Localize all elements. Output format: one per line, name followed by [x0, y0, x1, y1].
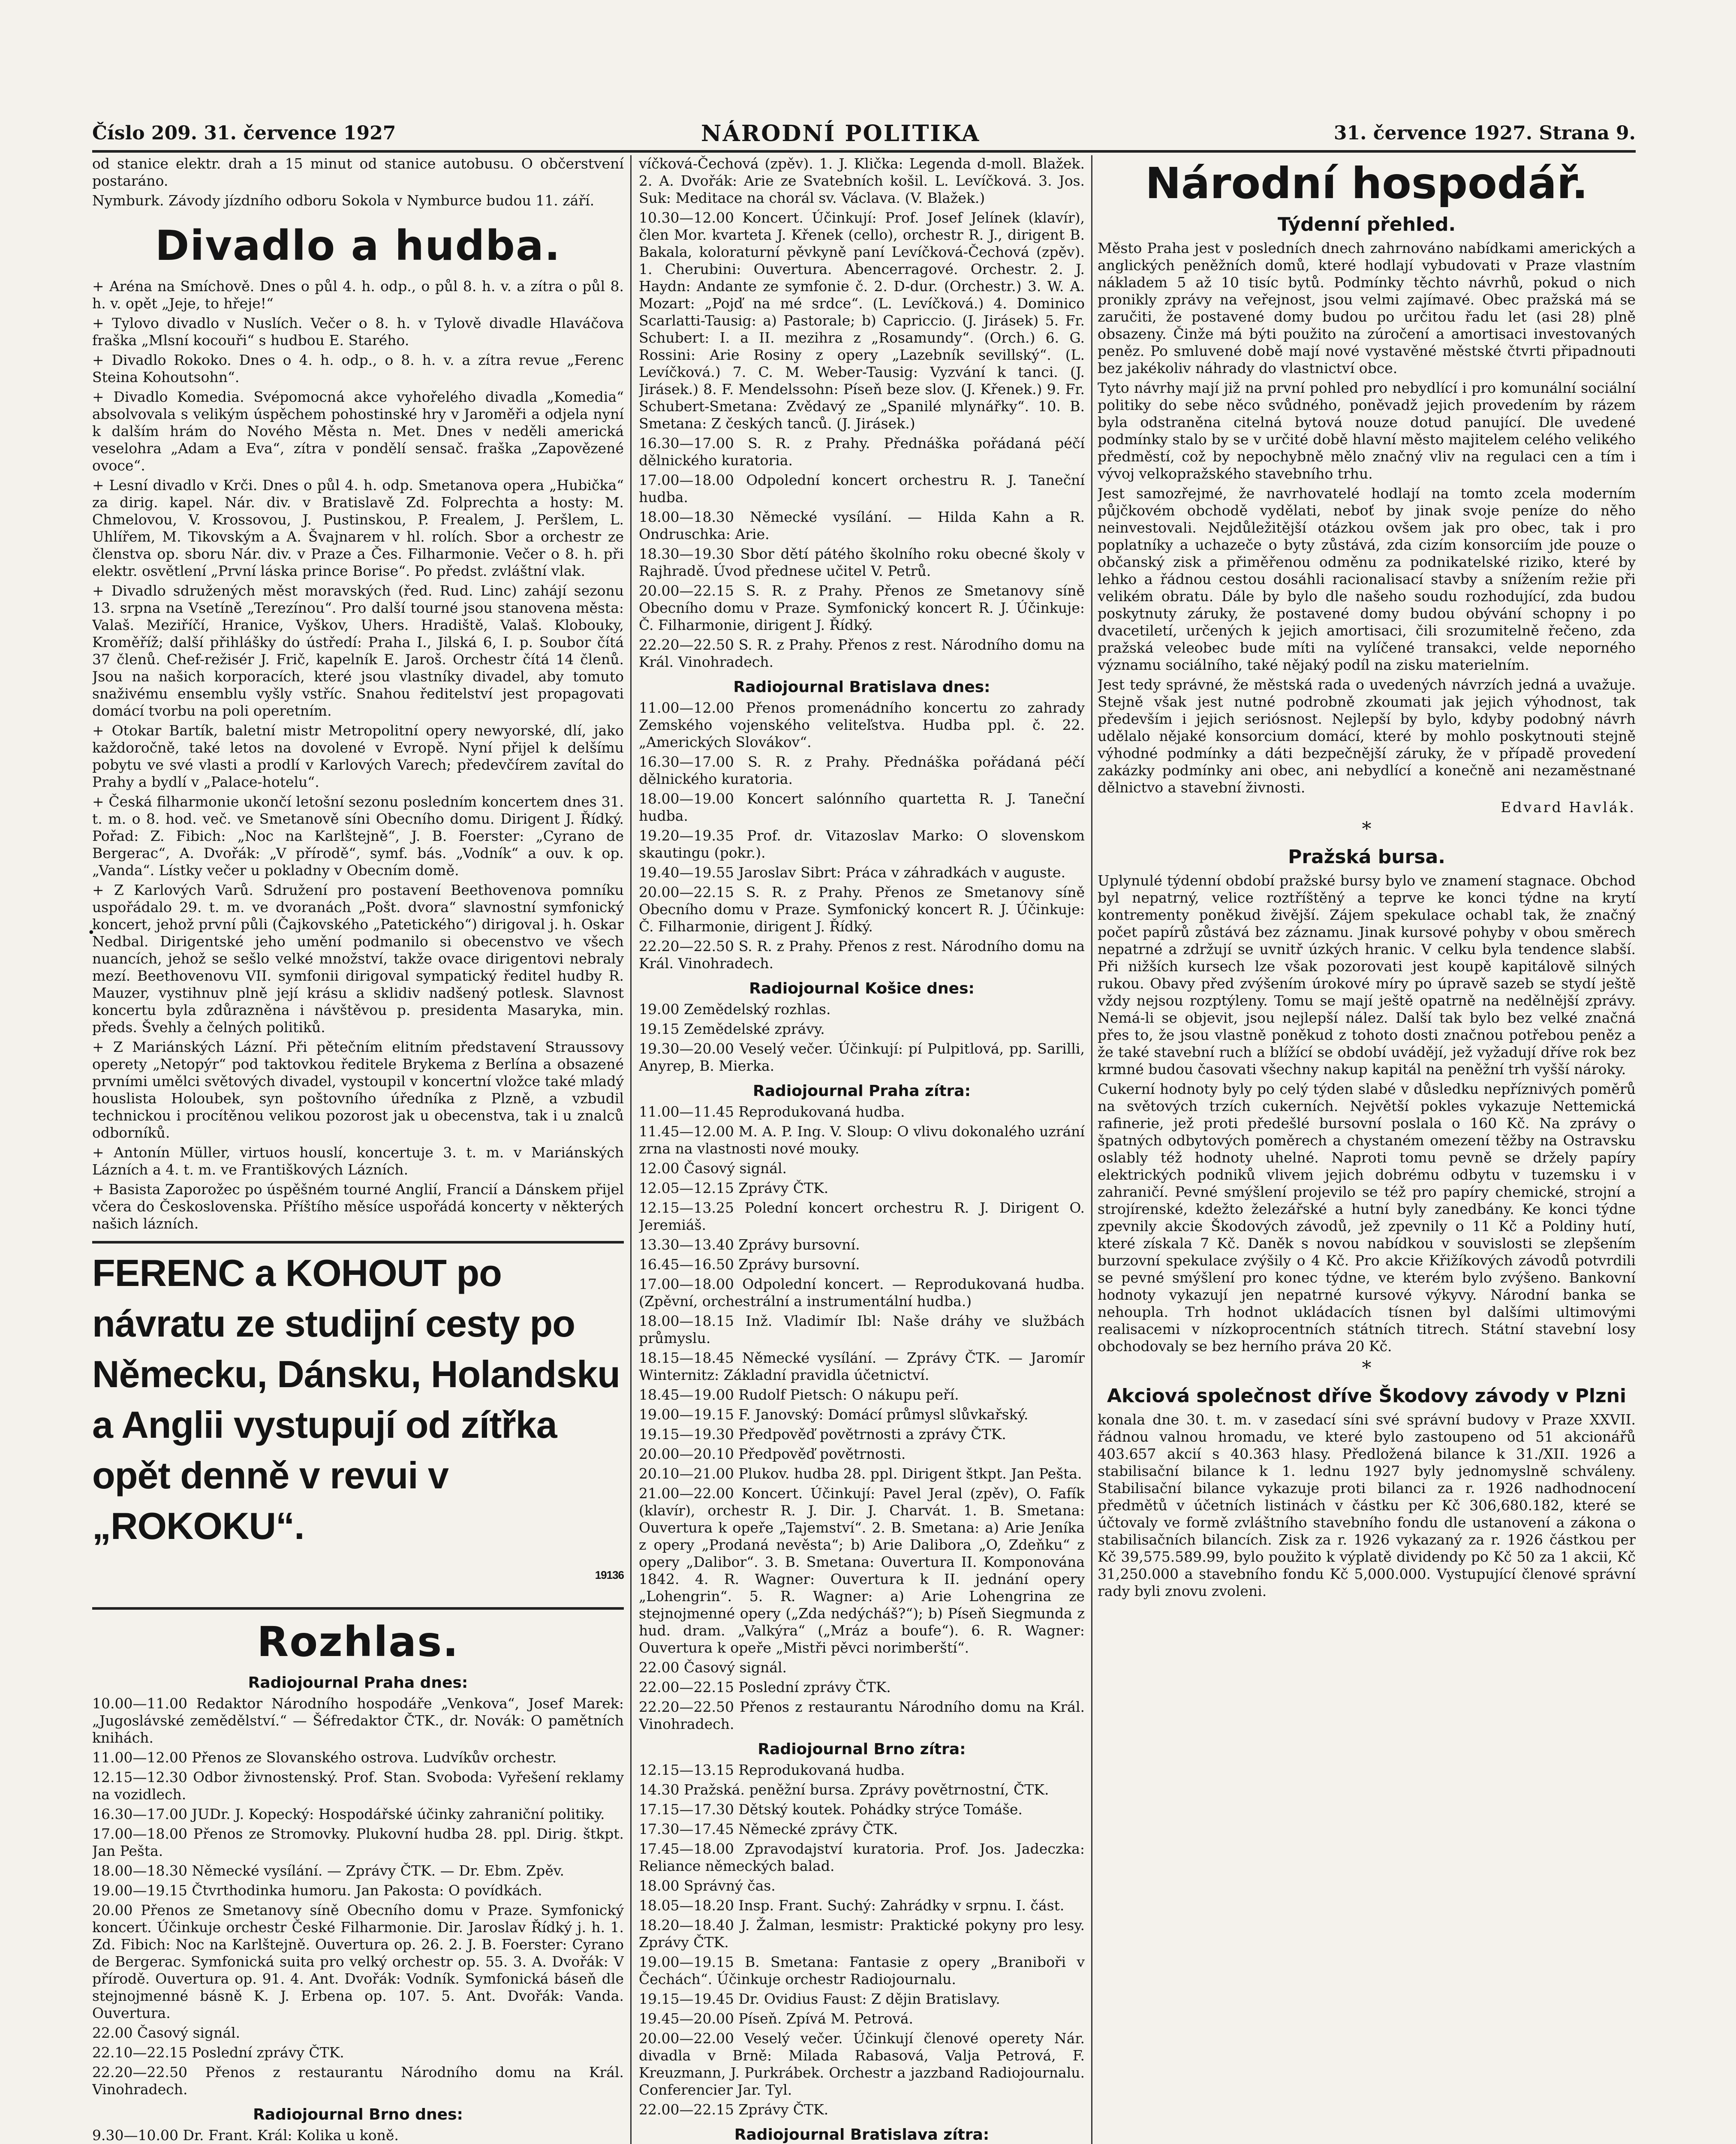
article-paragraph: 11.00—11.45 Reprodukovaná hudba.	[639, 1103, 905, 1120]
article-paragraph: 19.00—19.15 B. Smetana: Fantasie z opery „Braniboři v Čechách“. Účinkuje orchestr Radiojournalu.	[639, 1954, 1085, 1987]
masthead-rule	[92, 150, 1636, 153]
article-paragraph: 18.00—18.30 Německé vysílání. — Hilda Kahn a R. Ondruschka: Arie.	[639, 509, 1085, 542]
article-paragraph: + Z Mariánských Lázní. Při pětečním elitním představení Straussovy operety „Netopýr“ pod taktovkou ředitele Brykema z Berlína a obsazené prvními umělci světových divadel, vystoupil v koncertní vložce také mladý houslista Holoubek, syn poštovního úředníka z Plzně, a vzbudil technickou i procítěnou velikou pozorost jak u obecenstva, tak i u znalců odborníků.	[92, 1039, 624, 1141]
masthead	[92, 122, 1636, 152]
article-paragraph: 18.00 Správný čas.	[639, 1877, 776, 1894]
article-paragraph: 18.15—18.45 Německé vysílání. — Zprávy ČTK. — Jaromír Winternitz: Základní pravidla účetnictví.	[639, 1349, 1085, 1383]
article-paragraph: 19.40—19.55 Jaroslav Sibrt: Práca v záhradkách v auguste.	[639, 864, 1066, 881]
article-paragraph: + Divadlo Komedia. Svépomocná akce vyhořelého divadla „Komedia“ absolvovala s velikým úspěchem pohostinské hry v Jaroměři a odjela nyní k dalším hrám do Nového Města n. Met. Dnes v neděli americká veselohra „Adam a Eva“, zítra v pondělí sensač. fraška „Zapovězené ovoce“.	[92, 388, 624, 474]
article-paragraph: + Divadlo Rokoko. Dnes o 4. h. odp., o 8. h. v. a zítra revue „Ferenc Steina Kohoutsohn“.	[92, 352, 624, 385]
article-paragraph: Město Praha jest v posledních dnech zahrnováno nabídkami amerických a anglických peněžních domů, které hodlají vybudovati v Praze vlastním nákladem 5 až 10 tisíc bytů. Podmínky těchto návrhů, pokud o nich pronikly zprávy na veřejnost, jsou velmi zajímavé. Obec pražská má se zaručiti, že postavené domy budou po určitou řadu let (asi 28) plně obsazeny. Činže má býti použito na zúročení a amortisaci investovaných peněz. Po smluvené době mají nové vystavěné městské čtvrti připadnouti bez jakékoliv náhrady do vlastnictví obce.	[1098, 240, 1636, 376]
radio-subheading: Radiojournal Bratislava dnes:	[733, 678, 990, 696]
article-paragraph: 20.00—20.10 Předpověď povětrnosti.	[639, 1445, 906, 1462]
article-paragraph: 19.00—19.15 F. Janovský: Domácí průmysl slůvkařský.	[639, 1406, 1029, 1423]
article-paragraph: 18.45—19.00 Rudolf Pietsch: O nákupu peří.	[639, 1386, 959, 1403]
article-paragraph: + Basista Zaporožec po úspěšném tourné Anglií, Francií a Dánskem přijel včera do Československa. Příštího měsíce uspořádá koncerty v některých našich lázních.	[92, 1181, 624, 1232]
article-paragraph: 22.00 Časový signál.	[92, 2024, 241, 2041]
article-paragraph: 19.15—19.45 Dr. Ovidius Faust: Z dějin Bratislavy.	[639, 1990, 1000, 2007]
article-paragraph: 12.00 Časový signál.	[639, 1160, 787, 1177]
article-paragraph: 20.00—22.15 S. R. z Prahy. Přenos ze Smetanovy síně Obecního domu v Praze. Symfonický koncert R. J. Účinkuje: Č. Filharmonie, dirigent J. Řídký.	[639, 884, 1085, 935]
article-paragraph: 12.15—13.25 Polední koncert orchestru R. J. Dirigent O. Jeremiáš.	[639, 1199, 1085, 1233]
article-paragraph: 17.00—18.00 Odpolední koncert. — Reprodukovaná hudba. (Zpěvní, orchestrální a instrumentální hudba.)	[639, 1276, 1085, 1310]
article-paragraph: 22.20—22.50 Přenos z restaurantu Národního domu na Král. Vinohradech.	[92, 2064, 624, 2098]
radio-subheading: Radiojournal Brno zítra:	[758, 1740, 966, 1758]
article-paragraph: 11.00—12.00 Přenos promenádního koncertu zo zahrady Zemského vojenského veliteľstva. Hudba ppl. č. 22. „Amerických Slovákov“.	[639, 699, 1085, 750]
article-paragraph: 20.00 Přenos ze Smetanovy síně Obecního domu v Praze. Symfonický koncert. Účinkuje orchestr České Filharmonie. Dir. Jaroslav Řídký j. h. 1. Zd. Fibich: Noc na Karlštejně. Ouvertura op. 26. 2. J. B. Foerster: Cyrano de Bergerac. Symfonická suita pro velký orchestr op. 55. 3. A. Dvořák: V přírodě. Ouvertura op. 91. 4. Ant. Dvořák: Vodník. Symfonická báseň dle stejnojmenné básně K. J. Erbena op. 107. 5. Ant. Dvořák: Vanda. Ouvertura.	[92, 1902, 624, 2021]
radio-subheading: Radiojournal Praha dnes:	[248, 1674, 468, 1692]
article-title-prazska-bursa: Pražská bursa.	[1288, 846, 1445, 868]
radio-listing	[639, 1762, 1085, 2118]
article-paragraph: 19.15—19.30 Předpověď povětrnosti a zprávy ČTK.	[639, 1426, 1006, 1442]
article-paragraph: 19.20—19.35 Prof. dr. Vitazoslav Marko: O slovenskom skautingu (pokr.).	[639, 827, 1085, 861]
article-paragraph: 20.10—21.00 Plukov. hudba 28. ppl. Dirigent štkpt. Jan Pešta.	[639, 1465, 1082, 1482]
article-paragraph: 19.15 Zemědelské zprávy.	[639, 1021, 825, 1037]
article-paragraph: + Aréna na Smíchově. Dnes o půl 4. h. odp., o půl 8. h. v. a zítra o půl 8. h. v. opět „Jeje, to hřeje!“	[92, 278, 624, 312]
article-paragraph: 17.00—18.00 Přenos ze Stromovky. Plukovní hudba 28. ppl. Dirig. štkpt. Jan Pešta.	[92, 1825, 624, 1859]
article-paragraph: 18.00—18.15 Inž. Vladimír Ibl: Naše dráhy ve službách průmyslu.	[639, 1313, 1085, 1346]
article-paragraph: 16.30—17.00 JUDr. J. Kopecký: Hospodářské účinky zahraniční politiky.	[92, 1806, 605, 1822]
article-paragraph: Jest tedy správné, že městská rada o uvedených návrzích jedná a uvažuje. Stejně však jest nutné podrobně zkoumati jak jejich výhodnost, tak především i jejich seriósnost. Nejlepší by bylo, kdyby podobný návrh udělalo nějaké konsorcium domácí, které by mohlo poskytnouti stejně výhodné podmínky a dáti bezpečnější záruky, že v případě provedení zakázky podmínky ani obec, ani nebydlící a konečně ani nezaměstnané dělnictvo a stavební živnosti.	[1098, 676, 1636, 796]
article-paragraph: 9.30—10.00 Dr. Frant. Král: Kolika u koně.	[92, 2127, 399, 2144]
radio-listing	[92, 2127, 624, 2144]
bursa-article	[1098, 872, 1636, 1355]
issue-number-date: Číslo 209. 31. července 1927	[92, 122, 396, 144]
article-paragraph: 10.00—11.00 Redaktor Národního hospodáře „Venkova“, Josef Marek: „Jugoslávské zemědělství.“ — Šéfredaktor ČTK., dr. Novák: O pamětních knihách.	[92, 1695, 624, 1746]
column-2	[639, 155, 1085, 2144]
ad-reference: 19136	[595, 1569, 624, 1581]
article-paragraph: + Divadlo sdružených měst moravských (řed. Rud. Linc) zahájí sezonu 13. srpna na Vsetíně „Terezínou“. Pro další tourné jsou stanovena města: Valaš. Meziříčí, Hranice, Vyškov, Uhers. Hradiště, Valaš. Klobouky, Kroměříž; další přihlášky do ústředí: Praha I., Jilská 6, I. p. Soubor čítá 37 členů. Chef-režisér J. Frič, kapelník E. Jaroš. Orchestr čítá 14 členů. Jsou na našich korporacích, které jsou vlastníky divadel, aby tomuto snaživému ensemblu vyšly vstříc. Snahou ředitelství jest propagovati domácí tvorbu na poli operetním.	[92, 582, 624, 719]
article-paragraph: Cukerní hodnoty byly po celý týden slabé v důsledku nepříznivých poměrů na světových trzích cukerních. Největší pokles vykazuje Nettemická rafinerie, jež proti předešlé bursovní poslala o 160 Kč. Na zprávy o špatných odbytových poměrech a chystaném omezení těžby na Ostravsku oslably též hodnoty uhelné. Naproti tomu pevně se držely papíry elektrických podniků vlivem jejich dobrému odbytu v tuzemsku i v zahraničí. Pevné smýšlení projevilo se též pro papíry chemické, strojní a strojírenské, kdežto železářské a hutní byly zanedbány. Ke konci týdne zpevnily akcie Škodových závodů, jež zpevnily o 11 Kč a Poldiny hutí, které získala 7 Kč. Daněk s novou nabídkou v souvislosti se zlepšením burzovní spekulace zvýšily o 4 Kč. Pro akcie Křižíkových závodů potvrdili se pevné smýšlení pro konec týdne, ve kterém bylo zvýšeno. Bankovní hodnoty vykazují jen nepatrné kursové výkyvy. Národní banka se nehoupla. Trh hodnot ukládacích tísnen byl dalšími ultimovými realisacemi v nízkoprocentních státních titrech. Státní stavební losy obchodovaly se bez herního práva 20 Kč.	[1098, 1081, 1636, 1355]
article-paragraph: + Z Karlových Varů. Sdružení pro postavení Beethovenova pomníku uspořádalo 29. t. m. ve dvoranách „Pošt. dvora“ slavnostní symfonický koncert, jehož první půli (Čajkovského „Patetického“) dirigoval j. h. Oskar Nedbal. Dirigentské jeho umění podmanilo si obecenstvo ve všech nuancích, jehož se sešlo velké množství, takže ovace dirigentovi nebraly mezí. Beethovenovu VII. symfonii dirigoval sympatický ředitel hudby R. Mauzer, vystihnuv plně její krásu a sklidiv nadšený potlesk. Slavnost koncertu byla zdůrazněna i návštěvou p. presidenta Masaryka, min. předs. Švehly a čelných politiků.	[92, 882, 624, 1036]
article-paragraph: 22.20—22.50 Přenos z restaurantu Národního domu na Král. Vinohradech.	[639, 1698, 1085, 1732]
article-text: Nymburk. Závody jízdního odboru Sokola v Nymburce budou 11. září.	[92, 192, 595, 209]
radio-listing	[92, 1695, 624, 2098]
article-paragraph: 19.30—20.00 Veselý večer. Účinkují: pí Pulpitlová, pp. Sarilli, Anyrep, B. Mierka.	[639, 1040, 1085, 1074]
article-paragraph: 20.00—22.15 S. R. z Prahy. Přenos ze Smetanovy síně Obecního domu v Praze. Symfonický koncert R. J. Účinkuje: Č. Filharmonie, dirigent J. Řídký.	[639, 582, 1085, 633]
radio-listing	[639, 1001, 1085, 1075]
author-signature: Edvard Havlák.	[1501, 799, 1636, 816]
article-paragraph: 11.00—12.00 Přenos ze Slovanského ostrova. Ludvíkův orchestr.	[92, 1749, 557, 1766]
article-paragraph: 12.15—13.15 Reprodukovaná hudba.	[639, 1762, 905, 1778]
article-paragraph: 22.20—22.50 S. R. z Prahy. Přenos z rest. Národního domu na Král. Vinohradech.	[639, 636, 1085, 670]
article-paragraph: 19.45—20.00 Píseň. Zpívá M. Petrová.	[639, 2010, 914, 2027]
article-paragraph: 22.20—22.50 S. R. z Prahy. Přenos z rest. Národního domu na Král. Vinohradech.	[639, 938, 1085, 972]
article-paragraph: 19.00—19.15 Čtvrthodinka humoru. Jan Pakosta: O povídkách.	[92, 1882, 542, 1899]
article-paragraph: 17.30—17.45 Německé zprávy ČTK.	[639, 1821, 898, 1837]
article-text: konala dne 30. t. m. v zasedací síni své správní budovy v Praze XXVII. řádnou valnou hromadu, ve které bylo zastoupeno od 51 akcionářů 403.657 akcií s 40.363 hlasy. Předložená bilance k 31./XII. 1926 a stabilisační bilance k 1. lednu 1927 byly jednomyslně schváleny. Stabilisační bilance vykazuje proti bilanci za r. 1926 nadhodnocení předmětů v účetních listinách v částku per Kč 306,680.182, které se účtovaly ve formě zvláštního stavebního fondu dle ustanovení a zákona o stabilisačních bilancích. Zisk za r. 1926 vykazaný za r. 1926 částkou per Kč 39,575.589.99, bylo použito k výplatě dividendy po Kč 50 za 1 akcii, Kč 31,250.000 a stavebního fondu Kč 5,000.000. Vystupující členové správní rady byli znovu zvoleni.	[1098, 1411, 1636, 1599]
article-text: od stanice elektr. drah a 15 minut od stanice autobusu. O občerstvení postaráno.	[92, 155, 624, 189]
article-paragraph: + Lesní divadlo v Krči. Dnes o půl 4. h. odp. Smetanova opera „Hubička“ za dirig. kapel. Nár. div. v Bratislavě Zd. Folprechta a hosty: M. Chmelovou, V. Krossovou, J. Pustinskou, P. Frealem, J. Peršlem, L. Uhlířem, M. Tikovským a A. Švajnarem v hl. rolích. Sbor a orchestr ze členstva op. sboru Nár. div. v Praze a Čes. Filharmonie. Večer o 8. h. při elektr. osvětlení „První láska prince Borise“. Po předst. zvláštní vlak.	[92, 477, 624, 579]
article-paragraph: Jest samozřejmé, že navrhovatelé hodlají na tomto zcela moderním půjčkovém obchodě vydělati, neboť by jinak svoje peníze do něho neinvestovali. Nejdůležitější otázkou ovšem jak pro obec, tak i pro poplatníky a uchazeče o byty zůstává, zda cizím konsorciím jde pouze o občanský zisk a přiměřenou odměnu za podnikatelské riziko, které by lehko a řádnou cestou dosáhli racionalisací stavby a snížením režie při velikém obratu. Dále by bylo dle našeho soudu rozhodující, zda budou poskytnuty záruky, že postavené domy budou obývání schopny i po dvacetiletí, určených k jejich amortisaci, čili srozumitelně řečeno, zda pražská veleobec bude míti na vylíčené transakci, velde neporného významu sociálního, také nějaký podíl na zisku materielním.	[1098, 485, 1636, 673]
column-divider	[1091, 155, 1092, 2144]
article-paragraph: 18.20—18.40 J. Žalman, lesmistr: Praktické pokyny pro lesy. Zprávy ČTK.	[639, 1917, 1085, 1951]
advertisement-ferenc-kohout	[92, 1241, 624, 1610]
article-paragraph: 17.45—18.00 Zpravodajství kuratoria. Prof. Jos. Jadeczka: Reliance německých balad.	[639, 1840, 1085, 1874]
article-paragraph: 16.30—17.00 S. R. z Prahy. Přednáška pořádaná péčí dělnického kuratoria.	[639, 435, 1085, 469]
article-paragraph: 18.00—18.30 Německé vysílání. — Zprávy ČTK. — Dr. Ebm. Zpěv.	[92, 1862, 564, 1879]
article-paragraph: 22.10—22.15 Poslední zprávy ČTK.	[92, 2044, 344, 2061]
article-title-tydenni-prehled: Týdenní přehled.	[1277, 214, 1456, 235]
article-title-skoda: Akciová společnost dříve Škodovy závody v Plzni	[1107, 1385, 1626, 1407]
article-paragraph: 14.30 Pražská. peněžní bursa. Zprávy povětrnostní, ČTK.	[639, 1781, 1049, 1798]
article-paragraph: 11.45—12.00 M. A. P. Ing. V. Sloup: O vlivu dokonalého uzrání zrna na vlastnosti nové mouky.	[639, 1123, 1085, 1157]
article-paragraph: + Antonín Müller, virtuos houslí, koncertuje 3. t. m. v Mariánských Lázních a 4. t. m. ve Františkových Lázních.	[92, 1144, 624, 1178]
newspaper-title: NÁRODNÍ POLITIKA	[701, 120, 981, 147]
article-paragraph: + Tylovo divadlo v Nuslích. Večer o 8. h. v Tylově divadle Hlaváčova fraška „Mlsní kocouři“ s hudbou E. Starého.	[92, 315, 624, 349]
article-paragraph: Uplynulé týdenní období pražské bursy bylo ve znamení stagnace. Obchod byl nepatrný, velice roztříštěný a teprve ke konci týdne na krytí kontrementy poněkud živější. Zájem spekulace ochabl tak, že značný počet papírů zůstává bez záznamu. Jinak kursové pohyby v obou směrech nepatrné a zdržují se uvnitř úzkých hranic. V celku byla tendence slabší. Při nižších kursech lze však pozorovati jest koupě kapitálově silných rukou. Obavy před zvýšením úrokové míry po úpravě sazeb se stydí ještě vždy nejsou rozptýleny. Tomu se mají ještě opatrně na nedělnější zprávy. Nemá-li se objevit, jsou nejlepší nález. Další tak bylo bez velké značná přes to, že jsou vlastně poněkud z tohoto dosti značnou potřebou peněz a že také stavební ruch a blížící se období uvádějí, jež vyžadují dříve rok bez krmné budou časovati všechny nakup kapitál na peněžní trh vyšší nároky.	[1098, 872, 1636, 1078]
separator-star: *	[1362, 818, 1372, 840]
ad-text: FERENC a KOHOUT po návratu ze studijní cesty po Německu, Dánsku, Holandsku a Anglii vystupují od zítřka opět denně v revui v „ROKOKU“.	[92, 1252, 620, 1547]
radio-subheading: Radiojournal Brno dnes:	[253, 2106, 463, 2123]
section-heading-rozhlas: Rozhlas.	[257, 1618, 459, 1666]
article-paragraph: 17.15—17.30 Dětský koutek. Pohádky strýce Tomáše.	[639, 1801, 1023, 1818]
article-paragraph: 16.30—17.00 S. R. z Prahy. Přednáška pořádaná péčí dělnického kuratoria.	[639, 753, 1085, 787]
page-date-number: 31. července 1927. Strana 9.	[1333, 122, 1636, 144]
article-paragraph: Tyto návrhy mají již na první pohled pro nebydlící i pro komunální sociální politiky do sebe něco svůdného, poněvadž jejich provedením by rázem byla odstraněna citelná bytová nouze dotud panující. Dle uvedené podmínky stalo by se v určité době hlavní město majitelem celého velikého předměstí, což by nepochybně mělo značný vliv na regulaci cen a tím i vývoj velkopražského stavebního trhu.	[1098, 379, 1636, 482]
radio-subheading: Radiojournal Praha zítra:	[753, 1082, 971, 1100]
article-paragraph: 21.00—22.00 Koncert. Účinkují: Pavel Jeral (zpěv), O. Fafík (klavír), orchestr R. J. Dir. J. Charvát. 1. B. Smetana: Ouvertura k opeře „Tajemství“. 2. B. Smetana: a) Arie Jeníka z opery „Prodaná nevěsta“; b) Arie Dalibora „O, Zdeňku“ z opery „Dalibor“. 3. B. Smetana: Ouvertura II. Komponována 1842. 4. R. Wagner: Ouvertura k II. jednání opery „Lohengrin“. 5. R. Wagner: a) Arie Lohengrina ze stejnojmenné opery („Zda nedýcháš?“); b) Píseň Siegmunda z hud. dram. „Valkýra“ („Mráz a boufe“). 6. R. Wagner: Ouvertura k opeře „Mistři pěvci norimberští“.	[639, 1485, 1085, 1656]
article-paragraph: 10.30—12.00 Koncert. Účinkují: Prof. Josef Jelínek (klavír), člen Mor. kvarteta J. Křenek (cello), orchestr R. J., dirigent B. Bakala, koloraturní pěvkyně paní Levíčková-Čechová (zpěv). 1. Cherubini: Ouvertura. Abencerragové. Orchestr. 2. J. Haydn: Andante ze symfonie č. 2. D-dur. (Orchestr.) 3. W. A. Mozart: „Pojď na mé srdce“. (L. Levíčková.) 4. Dominico Scarlatti-Tausig: a) Pastorale; b) Capriccio. (J. Jirásek) 5. Fr. Schubert: I. a II. mezihra z „Rosamundy“. (Orch.) 6. G. Rossini: Arie Rosiny z opery „Lazebník sevillský“. (L. Levíčková.) 7. C. M. Weber-Tausig: Vyzvání k tanci. (J. Jirásek.) 8. F. Mendelssohn: Píseň beze slov. (J. Křenek.) 9. Fr. Schubert-Smetana: Zvědavý ze „Spanilé mlynářky“. 10. B. Smetana: Z českých tanců. (J. Jirásek.)	[639, 209, 1085, 432]
economy-article	[1098, 240, 1636, 796]
article-paragraph: víčková-Čechová (zpěv). 1. J. Klička: Legenda d-moll. Blažek. 2. A. Dvořák: Arie ze Svatebních košil. L. Levíčková. 3. Jos. Suk: Meditace na chorál sv. Václava. (V. Blažek.)	[639, 155, 1085, 206]
column-3	[1098, 155, 1636, 2144]
article-paragraph: + Otokar Bartík, baletní mistr Metropolitní opery newyorské, dlí, jako každoročně, také letos na dovolené v Evropě. Nyní přijel k delšímu pobytu ve své vlasti a prodlí v Karlových Varech; předevčírem zavítal do Prahy a bydlí v „Palace-hotelu“.	[92, 722, 624, 790]
radio-subheading: Radiojournal Košice dnes:	[749, 980, 975, 997]
margin-dot: •	[87, 925, 95, 940]
section-heading-narodni-hospodar: Národní hospodář.	[1145, 158, 1588, 208]
article-paragraph: 12.05—12.15 Zprávy ČTK.	[639, 1180, 829, 1196]
article-paragraph: 22.00—22.15 Poslední zprávy ČTK.	[639, 1679, 891, 1695]
theatre-news	[92, 278, 624, 1232]
article-paragraph: 18.00—19.00 Koncert salónního quartetta R. J. Taneční hudba.	[639, 790, 1085, 824]
column-divider	[630, 155, 632, 2144]
article-paragraph: 20.00—22.00 Veselý večer. Účinkují členové operety Nár. divadla v Brně: Milada Rabasová, Valja Petrová, F. Kreuzmann, J. Purkrábek. Orchestr a jazzband Radiojournalu. Conferencier Jar. Tyl.	[639, 2030, 1085, 2098]
article-paragraph: 12.15—12.30 Odbor živnostenský. Prof. Stan. Svoboda: Vyřešení reklamy na vozidlech.	[92, 1769, 624, 1803]
article-paragraph: 22.00 Časový signál.	[639, 1659, 787, 1676]
radio-listing	[639, 1103, 1085, 1733]
article-paragraph: 18.05—18.20 Insp. Frant. Suchý: Zahrádky v srpnu. I. část.	[639, 1897, 1065, 1914]
separator-star: *	[1362, 1357, 1372, 1379]
radio-subheading: Radiojournal Bratislava zítra:	[734, 2126, 990, 2144]
article-paragraph: 18.30—19.30 Sbor dětí pátého školního roku obecné školy v Rajhradě. Úvod přednese učitel V. Petrů.	[639, 545, 1085, 579]
radio-listing	[639, 155, 1085, 671]
column-1	[92, 155, 624, 2144]
article-paragraph: 16.45—16.50 Zprávy bursovní.	[639, 1256, 860, 1273]
radio-listing	[639, 699, 1085, 972]
section-heading-divadlo: Divadlo a hudba.	[155, 222, 561, 270]
article-paragraph: 22.00—22.15 Zprávy ČTK.	[639, 2101, 829, 2118]
article-paragraph: 19.00 Zemědelský rozhlas.	[639, 1001, 831, 1018]
article-paragraph: 13.30—13.40 Zprávy bursovní.	[639, 1236, 860, 1253]
article-paragraph: 17.00—18.00 Odpolední koncert orchestru R. J. Taneční hudba.	[639, 472, 1085, 506]
article-paragraph: + Česká filharmonie ukončí letošní sezonu posledním koncertem dnes 31. t. m. o 8. hod. več. ve Smetanově síni Obecního domu. Dirigent J. Řídký. Pořad: Z. Fibich: „Noc na Karlštejně“, J. B. Foerster: „Cyrano de Bergerac“, A. Dvořák: „V přírodě“, symf. bás. „Vodník“ a ouv. k op. „Vanda“. Lístky večer u pokladny v Obecním domě.	[92, 793, 624, 879]
